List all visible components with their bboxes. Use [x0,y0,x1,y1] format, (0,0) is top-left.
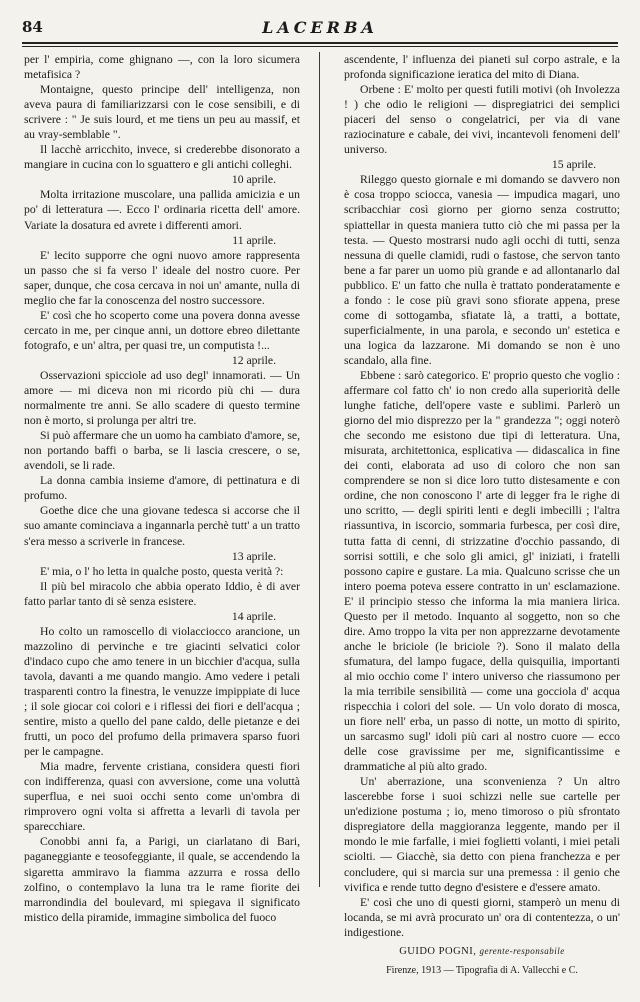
paragraph: E' lecito supporre che ogni nuovo amore rappresenta un passo che si fa verso l' ideale del nostro cuore. Per saper, dunque, che cosa cercava in noi un' amante, nulla di meglio che far la conoscenza del nostro successore. [24,248,300,307]
signature-name: GUIDO POGNI, [399,945,477,957]
left-column [24,52,300,925]
entry-date: 12 aprile. [231,353,276,367]
paragraph: per l' empiria, come ghignano —, con la loro sicumera metafisica ? [24,53,300,82]
entry-date: 10 aprile. [231,173,276,187]
header-rule-thin [22,46,618,47]
journal-title: LACERBA [262,18,378,37]
paragraph: Rileggo questo giornale e mi domando se davvero non è cosa troppo sciocca, vanesia — impudica magari, uno scribacchiar così giorno per giorno senza costrutto; spiattellar in questa maniera tutto ciò che mi passa per la testa. — Questo mostrarsi nudo agli occhi di tutti, senza nessuna di quelle clamidi, rudi o fastose, che servon tanto bene a far parer un uomo più grande e ad allontanarlo dal pubblico. E' un fatto che nulla è trattato ponderatamente e a fondo : le cose più gravi sono sfiorate appena, prese come di sottogamba, sfiatate là, a tratti, a bottate, superficialmente, in una parola, e secondo un' estetica e una logica da lazzarone. Mi domando se non è uno scandalo, alla fine. [344,173,620,367]
paragraph: Osservazioni spicciole ad uso degl' innamorati. — Un amore — mi diceva non mi ricordo più chi — dura normalmente tre anni. Se allo scadere di questo termine non è morto, si prolunga per altri tre. [24,368,300,428]
entry-date: 11 aprile. [232,233,276,247]
paragraph: E' così che uno di questi giorni, stamperò un menu di locanda, se mi avrà procurato un' ora di contentezza, o un' indigestione. [344,895,620,939]
paragraph: E' mia, o l' ho letta in qualche posto, questa verità ?: [40,564,284,578]
paragraph: Goethe dice che una giovane tedesca si accorse che il suo amante cominciava a ingannarla perchè tutt' a un tratto s'era messo a scriverle in francese. [24,504,300,548]
signature [344,944,620,959]
paragraph: Si può affermare che un uomo ha cambiato d'amore, se, non portando baffi o barba, se li lascia crescere, o se, avendoli, se li rade. [24,429,300,473]
paragraph: E' così che ho scoperto come una povera donna avesse cercato in me, per cinque anni, un dottore ebreo dilettante fotografo, e un' altra, per quasi tre, un computista !... [24,308,300,352]
paragraph: Orbene : E' molto per questi futili motivi (oh Involezza ! ) che odio le religioni — dispregiatrici dei semplici piaceri del senso o congelatrici, per via di vane raziocinature e cabale, dei vivi, incantevoli fenomeni dell' universo. [344,83,620,157]
signature-role: gerente-responsabile [479,945,565,956]
right-column [344,52,620,978]
paragraph: La donna cambia insieme d'amore, di pettinatura e di profumo. [24,474,300,503]
paragraph: Mia madre, fervente cristiana, considera questi fiori con indifferenza, quasi con avversione, come una voluttà superflua, e nei suoi occhi sento come un'ombra di rimprovero ogni volta si affretta a levarli di tavola per sparecchiare. [24,760,300,834]
header-rule [22,42,618,44]
right-column-body [344,52,620,940]
page-header [22,18,618,40]
paragraph: Un' aberrazione, una sconvenienza ? Un altro lascerebbe forse i suoi schizzi nelle sue cartelle per un'edizione postuma ; io, meno timoroso o più sfrontato dispregiatore della maggioranza leggente, mando per il mondo le mie farfalle, i miei foglietti volanti, i miei petali sciolti. — Giacchè, sia detto con piena franchezza e per concludere, qui si marcia sur una premessa : il genio che vivifica e rende tutto degno d'esistere e d'essere amato. [344,775,620,894]
entry-date: 15 aprile. [551,158,596,172]
paragraph: ascendente, l' influenza dei pianeti sul corpo astrale, e la profonda significazione ieratica del mito di Diana. [344,53,620,82]
entry-date: 14 aprile. [231,609,276,623]
paragraph: Ebbene : sarò categorico. E' proprio questo che voglio : affermare col fatto ch' io non credo alla superiorità delle lunghe fatiche, dell'opere vaste e sublimi. Parlerò un giorno del mio disprezzo per la " grandezza "; oggi noterò che secondo me esistono due tipi di letteratura. Una, misurata, architettonica, esplicativa — didascalica in fine dei conti, elaborata ad uso di coloro che non san comprendere se non si dice loro tutto distesamente e con ordine, che non conoscono l' arte di legger fra le righe di uno scritto, — degli spiriti lenti e degli imbecilli ; l'altra riassuntiva, in iscorcio, sommaria furbesca, per così dire, tutta fatta di cenni, di strizzatine d'occhio passando, di sorrisi sottili, e che solo gli amici, gl' iniziati, i fratelli possono capire e gustare. La mia. Qualcuno scrisse che un intero poema poteva essere contratto in un' esclamazione. E' il principio stesso che informa la mia maniera lirica. Questo per il metodo. Inquanto al soggetto, non so che dire. Amo troppo la vita per non apprezzarne devotamente anche le briciole (le briciole ?). Sono il malato della sfumatura, del lampo fugace, della quisquilia, importanti al mio occhio come l' intero universo che riassumono per la mia terribile sensibilità — come una gocciola d' acqua rispecchia i colori del sole. — Un volo dorato di mosca, un fiore nell' erba, un passo di notte, un motto di spirito, un sarcasmo sugl' idoli più cari al nostro cuore — ecco delle cose gravissime per me, significantissime e drammatiche al più alto grado. [344,368,620,774]
paragraph: Conobbi anni fa, a Parigi, un ciarlatano di Bari, paganeggiante e teosofeggiante, il quale, se accendendo la sigaretta ammiravo la fiamma azzurra e rossa dello zolfino, o contemplavo la luna tra le rame fiorite dei marrondindia del boulevard, mi spiegava il significato mistico della piramide, immagine simbolica del fuoco [24,835,300,924]
page-number: 84 [22,18,43,36]
paragraph: Molta irritazione muscolare, una pallida amicizia e un po' di letteratura —. Ecco l' ordinaria ricetta dell' amore. Variate la dosatura ed avrete i differenti amori. [24,188,300,232]
paragraph: Il lacchè arricchito, invece, si crederebbe disonorato a mangiare in cucina con lo sguattero e gli antichi colleghi. [24,143,300,172]
paragraph: Ho colto un ramoscello di violacciocco arancione, un mazzolino di pervinche e tre giacinti selvatici color d'indaco cupo che amo tenere in un bicchier d'acqua, sulla tavola, davanti a me quando mangio. Amo vedere i petali trasparenti contro la finestra, le venuzze impippiate di luce ; il sole giocar coi colori e i riflessi dei fiori e dell'acqua ; sentire, misto a quello del pane caldo, delle pietanze e dei frutti, un poco del profumo della primavera sparso fuori per le campagne. [24,624,300,759]
column-divider [319,52,320,887]
paragraph: Montaigne, questo principe dell' intelligenza, non aveva paura di familiarizzarsi con le cose sensibili, e di scrivere : " Je suis lourd, et me tiens un peu au massif, et au vray-semblable ". [24,83,300,142]
imprint: Firenze, 1913 — Tipografia di A. Vallecchi e C. [386,964,578,976]
paragraph: Il più bel miracolo che abbia operato Iddio, è di aver fatto parlar tanto di sè senza esistere. [24,579,300,608]
entry-date: 13 aprile. [231,549,276,563]
